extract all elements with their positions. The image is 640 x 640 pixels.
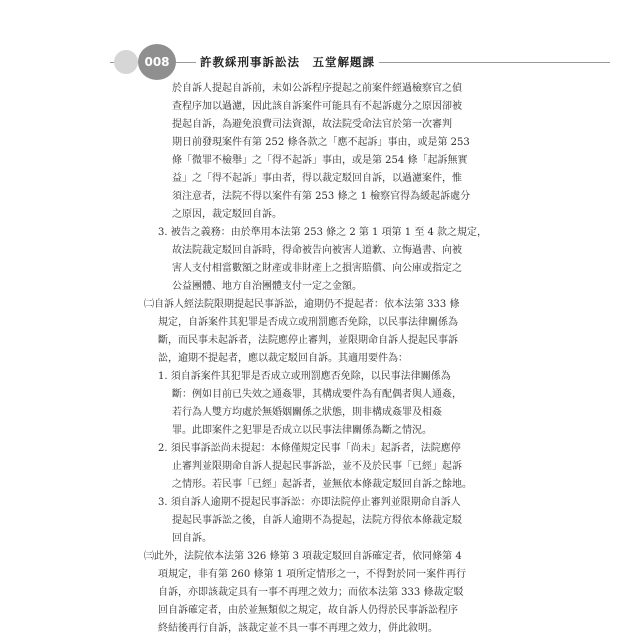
body-line: 須注意者，法院不得以案件有第 253 條之 1 檢察官得為緩起訴處分 [172, 191, 471, 202]
body-line: 回自訴。 [172, 533, 212, 544]
body-line: 自訴，亦即該裁定具有一事不再理之效力；而依本法第 333 條裁定駁 [158, 587, 464, 598]
list-item-line: 3. 須自訴人逾期不提起民事訴訟：亦即法院停止審判並限期命自訴人 [158, 497, 461, 508]
list-item-line: 3. 被告之義務：由於準用本法第 253 條之 2 第 1 項第 1 至 4 款之規定， [158, 227, 488, 238]
body-line: 益」之「得不起訴」事由者，得以裁定駁回自訴，以過濾案件，惟 [172, 173, 462, 184]
body-line: 項規定，非有第 260 條第 1 項所定情形之一，不得對於同一案件再行 [158, 569, 467, 580]
list-item-line: 2. 須民事訴訟尚未提起：本條僅規定民事「尚未」起訴者，法院應停 [158, 443, 461, 454]
body-line: 期日前發現案件有第 252 條各款之「應不起訴」事由，或是第 253 [172, 137, 470, 148]
list-item-line: 1. 須自訴案件其犯罪是否成立或刑罰應否免除，以民事法律關係為 [158, 371, 451, 382]
body-line: 若行為人雙方均處於無婚姻關係之狀態，則非構成姦罪及相姦 [172, 407, 442, 418]
body-line: 規定，自訴案件其犯罪是否成立或刑罰應否免除，以民事法律關係為 [158, 317, 458, 328]
body-line: 終結後再行自訴，該裁定並不具一事不再理之效力，併此敘明。 [158, 623, 438, 634]
body-line: 害人支付相當數額之財產或非財產上之損害賠償、向公庫或指定之 [172, 263, 462, 274]
page-number-badge: 008 [138, 44, 176, 80]
body-line: 公益團體、地方自治團體支付一定之金額。 [172, 281, 362, 292]
body-line: 提起自訴，為避免浪費司法資源，故法院受命法官於第一次審判 [172, 119, 452, 130]
body-line: 之原因，裁定駁回自訴。 [172, 209, 282, 220]
body-line: 查程序加以過濾，因此該自訴案件可能具有不起訴處分之原因卻被 [172, 101, 462, 112]
body-line: 斷：例如目前已失效之通姦罪，其構成要件為有配偶者與人通姦， [172, 389, 462, 400]
body-line: 罪。此即案件之犯罪是否成立以民事法律關係為斷之情況。 [172, 425, 432, 436]
section-line: ㈢此外，法院依本法第 326 條第 3 項裁定駁回自訴確定者，依同條第 4 [144, 551, 462, 562]
body-line: 之情形。若民事「已經」起訴者，並無依本條裁定駁回自訴之餘地。 [172, 479, 472, 490]
body-line: 訟，逾期不提起者，應以裁定駁回自訴。其適用要件為： [158, 353, 408, 364]
body-line: 回自訴確定者，由於並無類似之規定，故自訴人仍得於民事訴訟程序 [158, 605, 458, 616]
body-line: 提起民事訴訟之後，自訴人逾期不為提起，法院方得依本條裁定駁 [172, 515, 462, 526]
running-title: 許教綵刑事訴訟法 五堂解題課 [196, 53, 379, 71]
body-line: 條「微罪不檢舉」之「得不起訴」事由，或是第 254 條「起訴無實 [172, 155, 468, 166]
body-line: 斷，而民事未起訴者，法院應停止審判，並限期命自訴人提起民事訴 [158, 335, 458, 346]
section-line: ㈡自訴人經法院限期提起民事訴訟，逾期仍不提起者：依本法第 333 條 [144, 299, 460, 310]
body-line: 故法院裁定駁回自訴時，得命被告向被害人道歉、立悔過書、向被 [172, 245, 462, 256]
body-line: 於自訴人提起自訴前，未如公訴程序提起之前案件經過檢察官之偵 [172, 83, 462, 94]
body-line: 止審判並限期命自訴人提起民事訴訟，並不及於民事「已經」起訴 [172, 461, 462, 472]
